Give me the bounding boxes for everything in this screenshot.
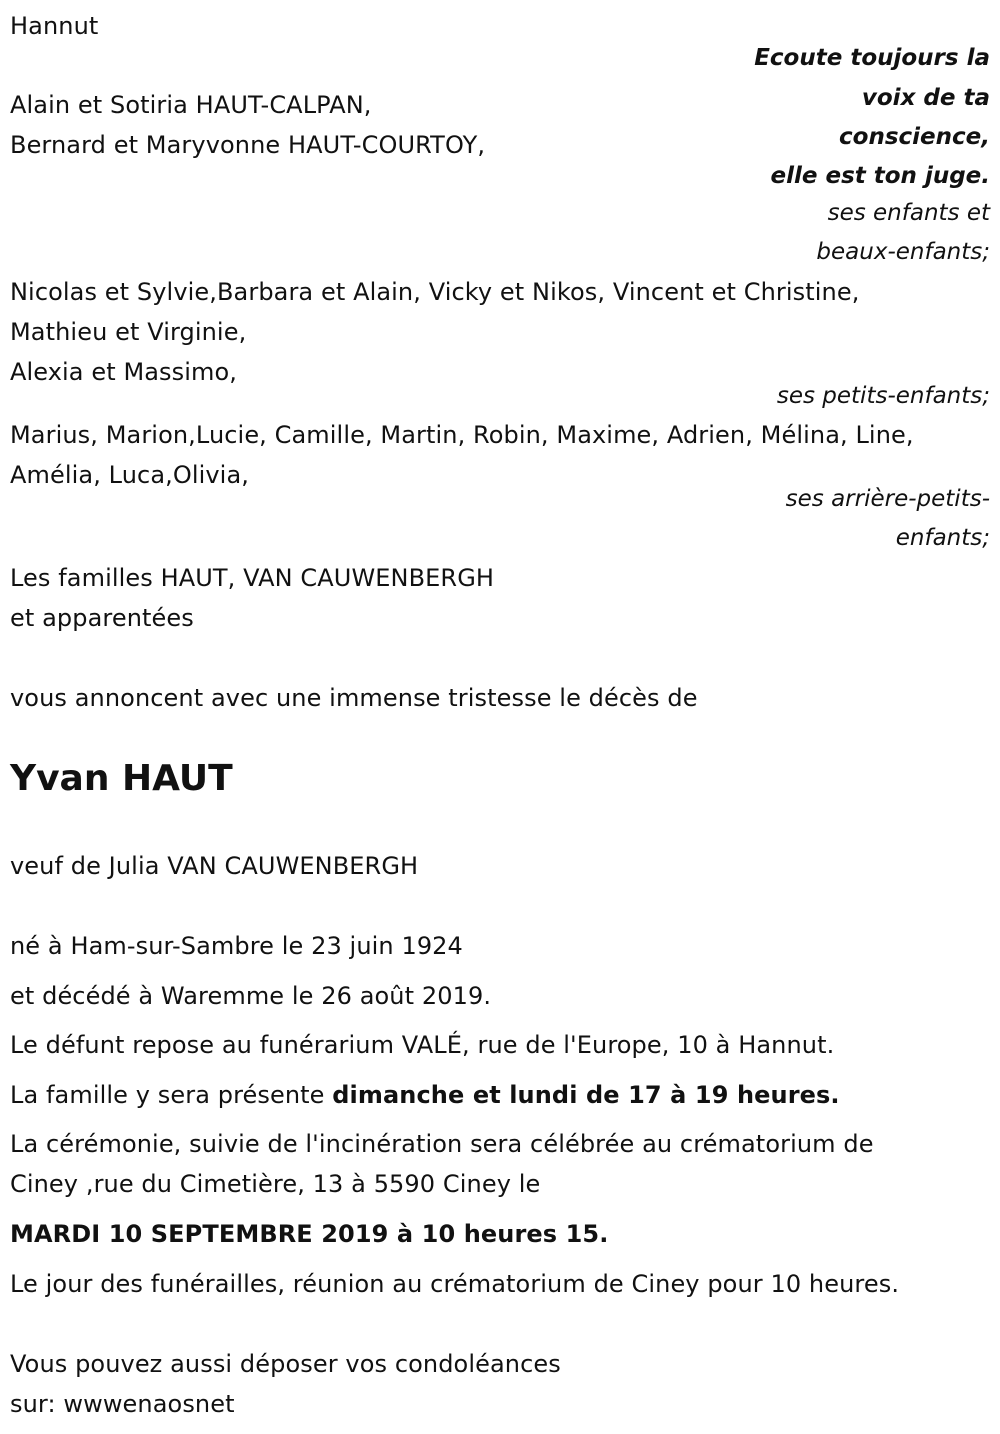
motto-line-3: conscience,	[839, 124, 990, 150]
children-line-1: Alain et Sotiria HAUT-CALPAN,	[10, 91, 372, 119]
children-line-2: Bernard et Maryvonne HAUT-COURTOY,	[10, 131, 486, 159]
spouse-line: veuf de Julia VAN CAUWENBERGH	[10, 852, 419, 880]
great-grandchildren-line-2: Amélia, Luca,Olivia,	[10, 461, 249, 489]
ceremony-line-2: Ciney ,rue du Cimetière, 13 à 5590 Ciney le	[10, 1170, 541, 1198]
presence-prefix: La famille y sera présente	[10, 1081, 333, 1109]
children-label-2: beaux-enfants;	[816, 239, 990, 265]
grandchildren-line-3: Alexia et Massimo,	[10, 358, 238, 386]
condolences-line-1: Vous pouvez aussi déposer vos condoléances	[10, 1350, 561, 1378]
death-line: et décédé à Waremme le 26 août 2019.	[10, 982, 492, 1010]
great-grandchildren-label-2: enfants;	[895, 525, 990, 551]
grandchildren-line-2: Mathieu et Virginie,	[10, 318, 247, 346]
announcement-text: vous annoncent avec une immense tristesse le décès de	[10, 684, 698, 712]
great-grandchildren-label-1: ses arrière-petits-	[785, 486, 990, 512]
deceased-name: Yvan HAUT	[10, 758, 233, 799]
condolences-line-2: sur: wwwenaosnet	[10, 1390, 235, 1418]
families-line-1: Les familles HAUT, VAN CAUWENBERGH	[10, 564, 495, 592]
meeting-line: Le jour des funérailles, réunion au crématorium de Ciney pour 10 heures.	[10, 1270, 900, 1298]
presence-times: dimanche et lundi de 17 à 19 heures.	[332, 1081, 840, 1109]
repose-line: Le défunt repose au funérarium VALÉ, rue de l'Europe, 10 à Hannut.	[10, 1031, 835, 1059]
children-label-1: ses enfants et	[827, 200, 990, 226]
presence-line	[10, 1075, 840, 1115]
city-heading: Hannut	[10, 12, 99, 40]
great-grandchildren-line-1: Marius, Marion,Lucie, Camille, Martin, Robin, Maxime, Adrien, Mélina, Line,	[10, 421, 914, 449]
families-line-2: et apparentées	[10, 604, 194, 632]
ceremony-date: MARDI 10 SEPTEMBRE 2019 à 10 heures 15.	[10, 1220, 609, 1248]
motto-line-1: Ecoute toujours la	[754, 45, 990, 71]
ceremony-line-1: La cérémonie, suivie de l'incinération sera célébrée au crématorium de	[10, 1130, 874, 1158]
grandchildren-label: ses petits-enfants;	[776, 383, 990, 409]
birth-line: né à Ham-sur-Sambre le 23 juin 1924	[10, 932, 463, 960]
grandchildren-line-1: Nicolas et Sylvie,Barbara et Alain, Vicky et Nikos, Vincent et Christine,	[10, 278, 860, 306]
motto-line-2: voix de ta	[861, 85, 990, 111]
motto-line-4: elle est ton juge.	[770, 163, 990, 189]
